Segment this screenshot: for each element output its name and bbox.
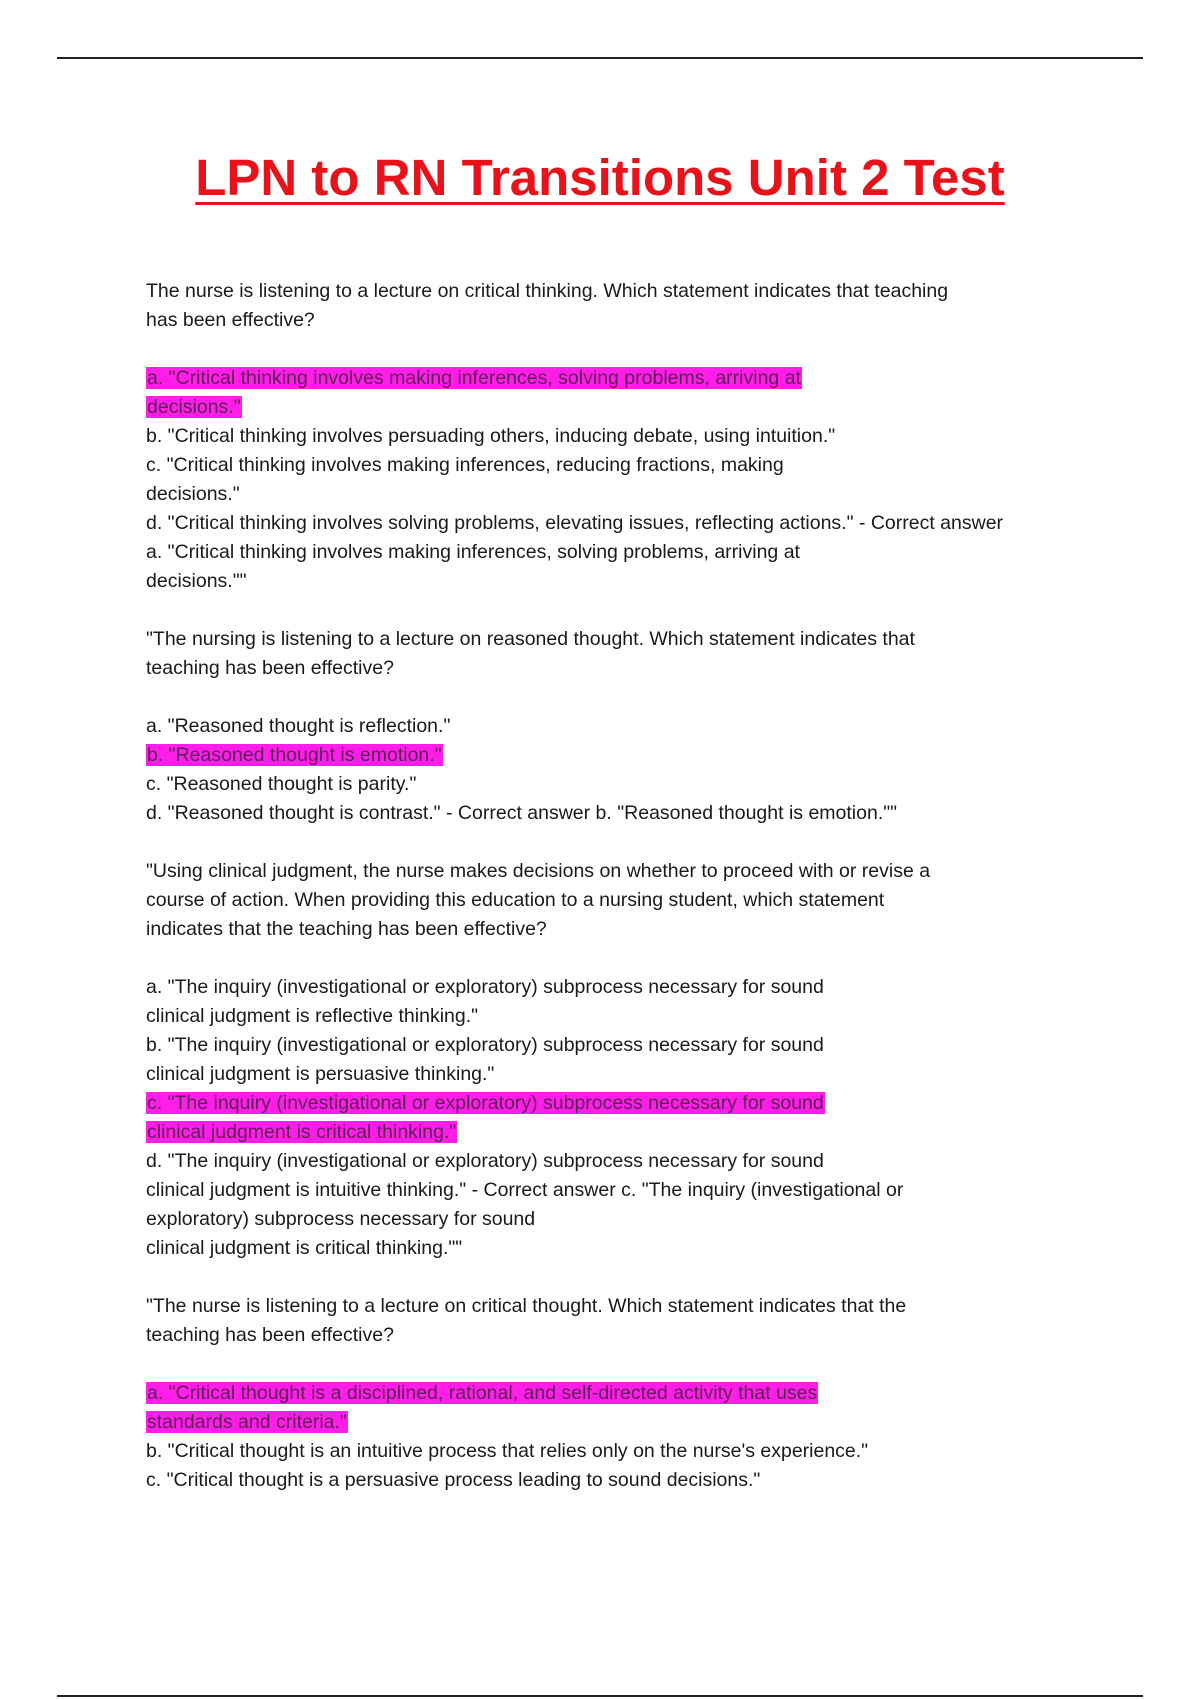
option-line: a. "The inquiry (investigational or exploratory) subprocess necessary for sound (146, 976, 824, 998)
header-rule (57, 57, 1143, 59)
highlighted-answer: a. "Critical thought is a disciplined, rational, and self-directed activity that uses (147, 1382, 818, 1404)
option-line: exploratory) subprocess necessary for sound (146, 1208, 536, 1230)
stem-line: teaching has been effective? (146, 657, 394, 679)
stem-line: course of action. When providing this education to a nursing student, which statement (146, 889, 885, 911)
highlighted-answer: decisions." (147, 396, 241, 418)
option-line: d. "Critical thinking involves solving problems, elevating issues, reflecting actions." - Correct answer (146, 512, 1004, 534)
stem-line: "The nurse is listening to a lecture on critical thought. Which statement indicates that the (146, 1295, 907, 1317)
option-line: clinical judgment is reflective thinking." (146, 1005, 479, 1027)
option-line: b. "The inquiry (investigational or exploratory) subprocess necessary for sound (146, 1034, 824, 1056)
option-line: c. "Critical thought is a persuasive process leading to sound decisions." (146, 1469, 761, 1491)
page-title: LPN to RN Transitions Unit 2 Test (195, 149, 1005, 206)
highlighted-answer: b. "Reasoned thought is emotion." (147, 744, 442, 766)
option-line: b. "Critical thought is an intuitive process that relies only on the nurse's experience." (146, 1440, 869, 1462)
answer-options (146, 712, 1076, 828)
highlighted-answer: c. "The inquiry (investigational or exploratory) subprocess necessary for sound (147, 1092, 824, 1114)
question-stem (146, 625, 1076, 683)
stem-line: teaching has been effective? (146, 1324, 394, 1346)
stem-line: indicates that the teaching has been effective? (146, 918, 547, 940)
footer-rule (57, 1695, 1143, 1697)
question-list (146, 277, 1076, 1495)
option-line: clinical judgment is intuitive thinking." - Correct answer c. "The inquiry (investigational or (146, 1179, 904, 1201)
option-line: decisions."" (146, 570, 247, 592)
option-line: a. "Reasoned thought is reflection." (146, 715, 451, 737)
highlighted-answer: a. "Critical thinking involves making inferences, solving problems, arriving at (147, 367, 801, 389)
question-stem (146, 1292, 1076, 1350)
option-line (146, 741, 1076, 770)
option-line (146, 1089, 1076, 1118)
option-line: decisions." (146, 483, 240, 505)
stem-line: The nurse is listening to a lecture on critical thinking. Which statement indicates that teaching (146, 280, 949, 302)
option-line (146, 393, 1076, 422)
option-line: c. "Reasoned thought is parity." (146, 773, 417, 795)
option-line (146, 1118, 1076, 1147)
stem-line: has been effective? (146, 309, 315, 331)
answer-options (146, 364, 1076, 596)
stem-line: "Using clinical judgment, the nurse makes decisions on whether to proceed with or revise a (146, 860, 931, 882)
option-line: d. "The inquiry (investigational or exploratory) subprocess necessary for sound (146, 1150, 824, 1172)
option-line: clinical judgment is critical thinking."" (146, 1237, 463, 1259)
option-line: clinical judgment is persuasive thinking." (146, 1063, 495, 1085)
option-line: d. "Reasoned thought is contrast." - Correct answer b. "Reasoned thought is emotion."" (146, 802, 898, 824)
option-line: c. "Critical thinking involves making inferences, reducing fractions, making (146, 454, 784, 476)
option-line (146, 364, 1076, 393)
question-stem (146, 277, 1076, 335)
stem-line: "The nursing is listening to a lecture on reasoned thought. Which statement indicates that (146, 628, 915, 650)
option-line: b. "Critical thinking involves persuading others, inducing debate, using intuition." (146, 425, 836, 447)
option-line (146, 1379, 1076, 1408)
option-line (146, 1408, 1076, 1437)
option-line: a. "Critical thinking involves making inferences, solving problems, arriving at (146, 541, 800, 563)
highlighted-answer: standards and criteria." (147, 1411, 347, 1433)
question-stem (146, 857, 1076, 944)
answer-options (146, 973, 1076, 1263)
answer-options (146, 1379, 1076, 1495)
highlighted-answer: clinical judgment is critical thinking." (147, 1121, 457, 1143)
